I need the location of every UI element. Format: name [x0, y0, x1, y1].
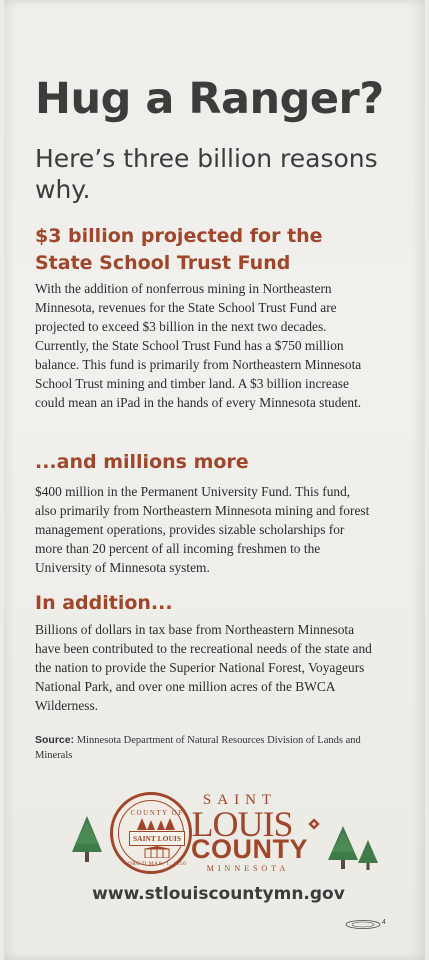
wordmark-saint: SAINT [202, 792, 278, 808]
section-body-trust-fund: With the addition of nonferrous mining in Northeastern Minnesota, revenues for the State School Trust Fund are projected to exceed $3 billion in the next two decades. Currently, the State School Trust Fund has a $750 million balance. This fund is primarily from Northeastern Minnesota School Trust mining and timber land. A $3 billion increase could mean an iPad in the hands of every Minnesota student. [35, 281, 362, 410]
seal-inner-ring [118, 800, 187, 867]
brochure-page [4, 0, 425, 960]
section-heading-trust-fund: $3 billion projected for the State School Trust Fund [35, 225, 323, 274]
seal-bottom-text: ORG'D MAR. 1, 1856 [127, 861, 187, 867]
wordmark-louis: LOUIS [191, 804, 293, 844]
diamond-icon [306, 816, 322, 832]
pine-tree-icon [72, 816, 102, 864]
union-print-mark-icon [345, 920, 381, 929]
pine-tree-icon [328, 826, 358, 870]
source-note [35, 733, 380, 763]
seal-trees-icon [137, 818, 175, 830]
seal-top-text: COUNTY OF [130, 809, 184, 817]
source-text: Minnesota Department of Natural Resources Division of Lands and Minerals [35, 735, 361, 761]
page-number: 4 [382, 919, 386, 926]
section-body-in-addition: Billions of dollars in tax base from Northeastern Minnesota have been contributed to the recreational needs of the state and the nation to provide the Superior National Forest, Voyageurs National Park, and over one million acres of the BWCA Wilderness. [35, 622, 372, 713]
page-subtitle: Here’s three billion reasons why. [35, 144, 378, 204]
section-body-millions-more: $400 million in the Permanent University Fund. This fund, also primarily from Northeastern Minnesota mining and forest management operations, provides sizable scholarships for more than 20 percent of all incoming freshmen to the University of Minnesota system. [35, 484, 370, 575]
seal-building-icon [143, 846, 171, 858]
county-wordmark [182, 790, 332, 878]
section-heading-in-addition: In addition... [35, 592, 173, 614]
seal-banner: SAINT LOUIS [129, 831, 185, 846]
source-label: Source: [35, 734, 75, 746]
county-seal [110, 792, 192, 874]
wordmark-minnesota: MINNESOTA [206, 864, 290, 873]
page-title: Hug a Ranger? [35, 74, 384, 124]
county-logo-area [72, 790, 392, 880]
small-pine-tree-icon [358, 840, 378, 870]
wordmark-county: COUNTY [191, 834, 308, 864]
section-heading-millions-more: ...and millions more [35, 451, 249, 473]
website-url[interactable]: www.stlouiscountymn.gov [92, 884, 345, 904]
